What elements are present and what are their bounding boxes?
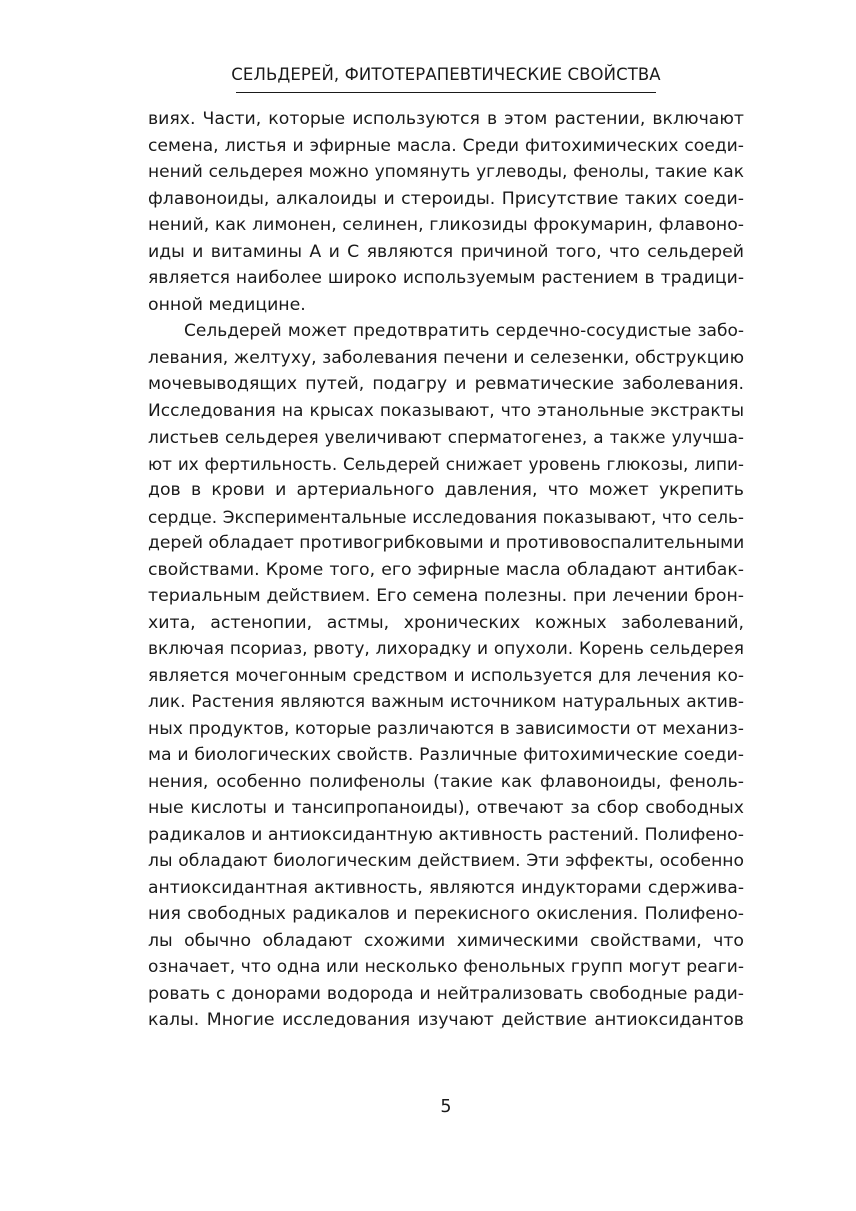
running-head: СЕЛЬДЕРЕЙ, ФИТОТЕРАПЕВТИЧЕСКИЕ СВОЙСТВА <box>231 65 661 84</box>
text-line: ных продуктов, которые различаются в зависимости от механиз- <box>148 718 744 739</box>
text-line: онной медицине. <box>148 294 306 315</box>
text-line: сердце. Экспериментальные исследования показывают, что сель- <box>148 506 744 527</box>
text-line: нений, как лимонен, селинен, гликозиды фрокумарин, флавоно- <box>148 215 744 235</box>
text-line: ния свободных радикалов и перекисного окисления. Полифено- <box>148 904 744 924</box>
text-line: ные кислоты и тансипропаноиды), отвечают за сбор свободных <box>148 798 744 818</box>
paragraph <box>148 318 744 1034</box>
text-line: свойствами. Кроме того, его эфирные масла обладают антибак- <box>148 559 744 580</box>
text-line: хита, астенопии, астмы, хронических кожных заболеваний, <box>148 612 744 633</box>
text-line: лы обладают биологическим действием. Эти эффекты, особенно <box>148 851 744 871</box>
text-line: левания, желтуху, заболевания печени и селезенки, обструкцию <box>148 347 744 368</box>
text-line: является мочегонным средством и используется для лечения ко- <box>148 665 744 686</box>
text-line: включая псориаз, рвоту, лихорадку и опухоли. Корень сельдерея <box>148 639 744 659</box>
text-line: Исследования на крысах показывают, что этанольные экстракты <box>148 400 744 421</box>
text-line: виях. Части, которые используются в этом растении, включают <box>148 109 744 129</box>
text-line: дерей обладает противогрибковыми и противовоспалительными <box>148 533 744 553</box>
text-line: ровать с донорами водорода и нейтрализовать свободные ради- <box>148 983 744 1004</box>
text-line: является наиболее широко используемым растением в традици- <box>148 268 744 288</box>
text-line: иды и витамины А и С являются причиной того, что сельдерей <box>148 241 744 262</box>
text-line: листьев сельдерея увеличивают сперматогенез, а также улучша- <box>148 427 744 447</box>
text-line: семена, листья и эфирные масла. Среди фитохимических соеди- <box>148 135 744 156</box>
text-line: мочевыводящих путей, подагру и ревматические заболевания. <box>148 374 744 394</box>
text-line: калы. Многие исследования изучают действие антиоксидантов <box>148 1010 744 1030</box>
text-line: означает, что одна или несколько фенольных групп могут реаги- <box>148 957 744 977</box>
text-line: антиоксидантная активность, являются индукторами сдержива- <box>148 877 744 898</box>
text-line: териальным действием. Его семена полезны. при лечении брон- <box>148 586 744 606</box>
text-line: радикалов и антиоксидантную активность растений. Полифено- <box>148 824 744 845</box>
text-line: дов в крови и артериального давления, что может укрепить <box>148 480 744 500</box>
text-line: нения, особенно полифенолы (такие как флавоноиды, феноль- <box>148 771 744 792</box>
text-line: лик. Растения являются важным источником натуральных актив- <box>148 692 744 712</box>
text-line: нений сельдерея можно упомянуть углеводы, фенолы, такие как <box>148 162 744 182</box>
text-line: Сельдерей может предотвратить сердечно-сосудистые забо- <box>184 321 744 341</box>
running-head-rule <box>236 92 656 93</box>
body-text <box>148 106 744 1034</box>
paragraph-continued <box>148 106 744 318</box>
text-line: ют их фертильность. Сельдерей снижает уровень глюкозы, липи- <box>148 453 744 474</box>
text-line: ма и биологических свойств. Различные фитохимические соеди- <box>148 745 744 765</box>
page-number: 5 <box>440 1097 452 1117</box>
text-line: лы обычно обладают схожими химическими свойствами, что <box>148 930 744 951</box>
text-line: флавоноиды, алкалоиды и стероиды. Присутствие таких соеди- <box>148 188 744 209</box>
